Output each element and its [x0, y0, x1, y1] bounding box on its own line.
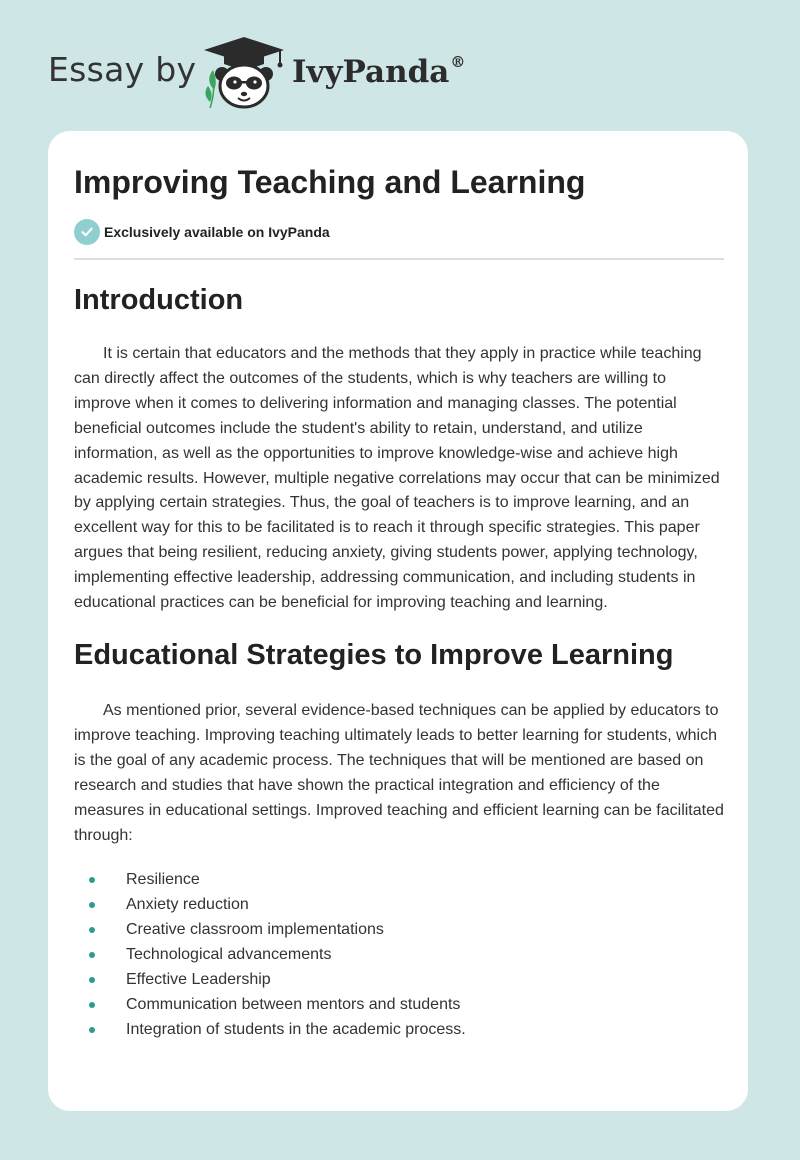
bullet-icon	[89, 1027, 95, 1033]
bullet-icon	[89, 902, 95, 908]
list-item-text: Anxiety reduction	[126, 896, 249, 914]
strategies-paragraph: As mentioned prior, several evidence-based techniques can be applied by educators to improve teaching. Improving teaching ultimately leads to better learning for students, which is the goal of any academic process. The techniques that will be mentioned are based on research and studies that have shown the practical integration and efficiency of the measures in educational settings. Improved teaching and efficient learning can be facilitated through:	[74, 701, 724, 844]
bullet-icon	[89, 927, 95, 933]
list-item-text: Effective Leadership	[126, 971, 271, 989]
bullet-icon	[89, 1002, 95, 1008]
ivypanda-logo-icon[interactable]	[200, 34, 288, 110]
brand-label: IvyPanda	[292, 54, 450, 90]
divider	[74, 258, 724, 260]
list-item	[74, 967, 724, 992]
bullet-icon	[89, 952, 95, 958]
list-item-text: Communication between mentors and students	[126, 996, 461, 1014]
list-item	[74, 942, 724, 967]
brand-name[interactable]	[292, 54, 465, 90]
page-title: Improving Teaching and Learning	[74, 164, 586, 200]
essay-content	[74, 161, 724, 1042]
registered-mark: ®	[450, 52, 466, 71]
list-item	[74, 992, 724, 1017]
site-header	[0, 0, 800, 130]
exclusive-badge	[74, 218, 724, 246]
bullet-icon	[89, 977, 95, 983]
list-item-text: Integration of students in the academic process.	[126, 1021, 466, 1039]
strategies-list	[74, 867, 724, 1042]
section-heading-strategies: Educational Strategies to Improve Learning	[74, 638, 674, 671]
bullet-icon	[89, 877, 95, 883]
list-item-text: Resilience	[126, 871, 200, 889]
introduction-paragraph: It is certain that educators and the methods that they apply in practice while teaching can directly affect the outcomes of the students, which is why teachers are willing to improve when it comes to delivering information and managing classes. The potential beneficial outcomes include the student's ability to retain, understand, and utilize information, as well as the opportunities to improve knowledge-wise and achieve high academic results. However, multiple negative correlations may occur that can be minimized by applying certain strategies. Thus, the goal of teachers is to improve learning, and an excellent way for this to be facilitated is to reach it through specific strategies. This paper argues that being resilient, reducing anxiety, giving students power, applying technology, implementing effective leadership, addressing communication, and including students in educational practices can be beneficial for improving teaching and learning.	[74, 345, 720, 612]
essay-by-label: Essay by	[48, 50, 197, 89]
check-circle-icon	[74, 219, 100, 245]
list-item	[74, 1017, 724, 1042]
essay-card	[48, 131, 748, 1111]
list-item	[74, 892, 724, 917]
list-item	[74, 867, 724, 892]
exclusive-text: Exclusively available on IvyPanda	[104, 224, 330, 240]
section-heading-introduction: Introduction	[74, 284, 244, 316]
list-item-text: Creative classroom implementations	[126, 921, 384, 939]
list-item-text: Technological advancements	[126, 946, 332, 964]
list-item	[74, 917, 724, 942]
